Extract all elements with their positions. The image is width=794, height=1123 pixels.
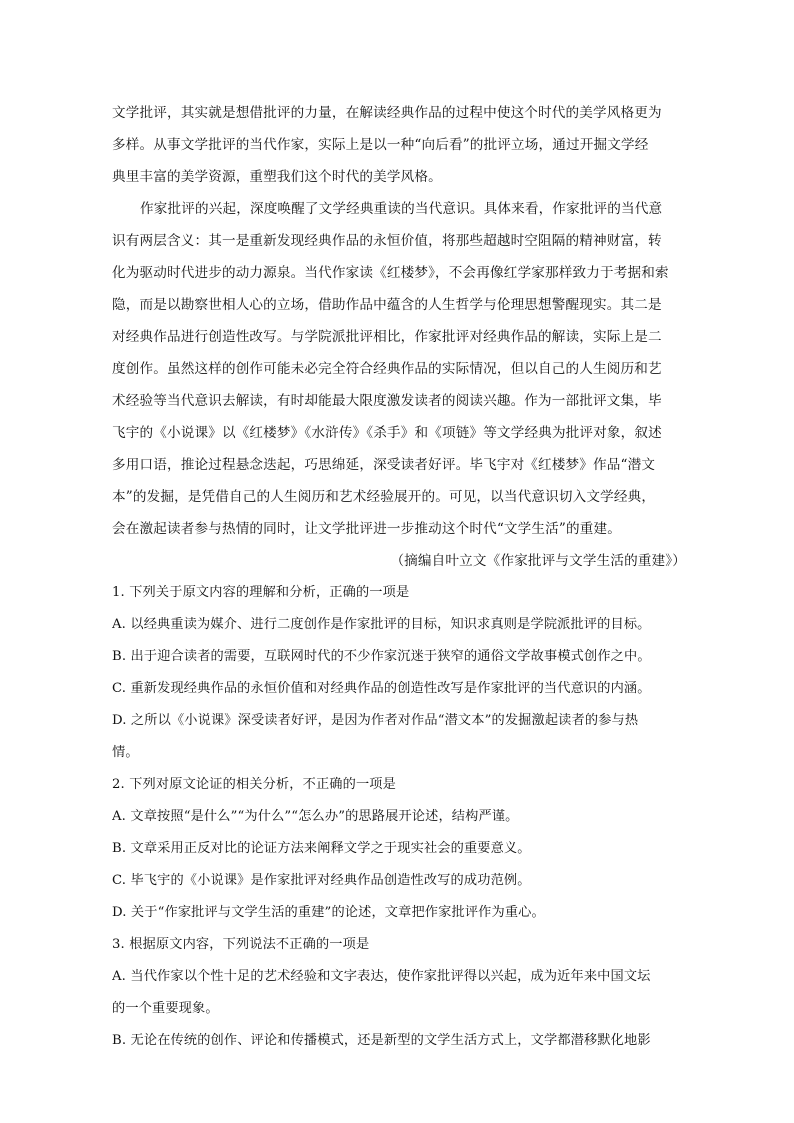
paragraph-line: 多样。从事文学批评的当代作家，实际上是以一种“向后看”的批评立场，通过开掘文学经 [112,137,649,153]
paragraph-line: 化为驱动时代进步的动力源泉。当代作家读《红楼梦》，不会再像红学家那样致力于考据和索 [112,265,669,281]
document-page [112,97,686,1057]
question-stem: 1. 下列关于原文内容的理解和分析，正确的一项是 [112,585,410,600]
paragraph-line: 度创作。虽然这样的创作可能未必完全符合经典作品的实际情况，但以自己的人生阅历和艺 [112,361,662,377]
answer-option: A. 以经典重读为媒介、进行二度创作是作家批评的目标，知识求真则是学院派批评的目标。 [112,617,651,632]
answer-option: C. 毕飞宇的《小说课》是作家批评对经典作品创造性改写的成功范例。 [112,873,531,888]
paragraph-line: 典里丰富的美学资源，重塑我们这个时代的美学风格。 [112,169,442,185]
question-stem: 2. 下列对原文论证的相关分析，不正确的一项是 [112,777,396,792]
paragraph-line: 对经典作品进行创造性改写。与学院派批评相比，作家批评对经典作品的解读，实际上是二 [112,329,662,345]
paragraph-line: 术经验等当代意识去解读，有时却能最大限度激发读者的阅读兴趣。作为一部批评文集，毕 [112,393,662,409]
paragraph-line: 文学批评，其实就是想借批评的力量，在解读经典作品的过程中使这个时代的美学风格更为 [112,105,662,121]
source-citation: （摘编自叶立文《作家批评与文学生活的重建》） [390,553,686,569]
paragraph-line: 会在激起读者参与热情的同时，让文学批评进一步推动这个时代“文学生活”的重建。 [112,521,621,537]
paragraph-line: 隐，而是以勘察世相人心的立场，借助作品中蕴含的人生哲学与伦理思想警醒现实。其二是 [112,297,662,313]
answer-option: A. 当代作家以个性十足的艺术经验和文字表达，使作家批评得以兴起，成为近年来中国文坛 [112,969,651,984]
answer-option: A. 文章按照“是什么”“为什么”“怎么办”的思路展开论述，结构严谨。 [112,809,519,824]
paragraph-line: 本”的发掘，是凭借自己的人生阅历和艺术经验展开的。可见，以当代意识切入文学经典， [112,489,656,505]
answer-option-continuation: 情。 [112,745,139,760]
answer-option: C. 重新发现经典作品的永恒价值和对经典作品的创造性改写是作家批评的当代意识的内涵。 [112,681,651,696]
paragraph-line: 多用口语，推论过程悬念迭起，巧思绵延，深受读者好评。毕飞宇对《红楼梦》作品“潜文 [112,457,656,473]
paragraph-line: 识有两层含义：其一是重新发现经典作品的永恒价值，将那些超越时空阻隔的精神财富，转 [112,233,662,249]
answer-option: B. 无论在传统的创作、评论和传播模式，还是新型的文学生活方式上，文学都潜移默化地影 [112,1033,651,1048]
answer-option: D. 之所以《小说课》深受读者好评，是因为作者对作品“潜文本”的发掘激起读者的参与热 [112,713,639,728]
answer-option: B. 出于迎合读者的需要，互联网时代的不少作家沉迷于狭窄的通俗文学故事模式创作之中。 [112,649,651,664]
question-stem: 3. 根据原文内容，下列说法不正确的一项是 [112,937,370,952]
paragraph-line: 作家批评的兴起，深度唤醒了文学经典重读的当代意识。具体来看，作家批评的当代意 [140,201,663,217]
answer-option: D. 关于“作家批评与文学生活的重建”的论述，文章把作家批评作为重心。 [112,905,545,920]
answer-option-continuation: 的一个重要现象。 [112,1001,219,1016]
answer-option: B. 文章采用正反对比的论证方法来阐释文学之于现实社会的重要意义。 [112,841,531,856]
paragraph-line: 飞宇的《小说课》以《红楼梦》《水浒传》《杀手》和《项链》等文学经典为批评对象，叙述 [112,425,662,441]
